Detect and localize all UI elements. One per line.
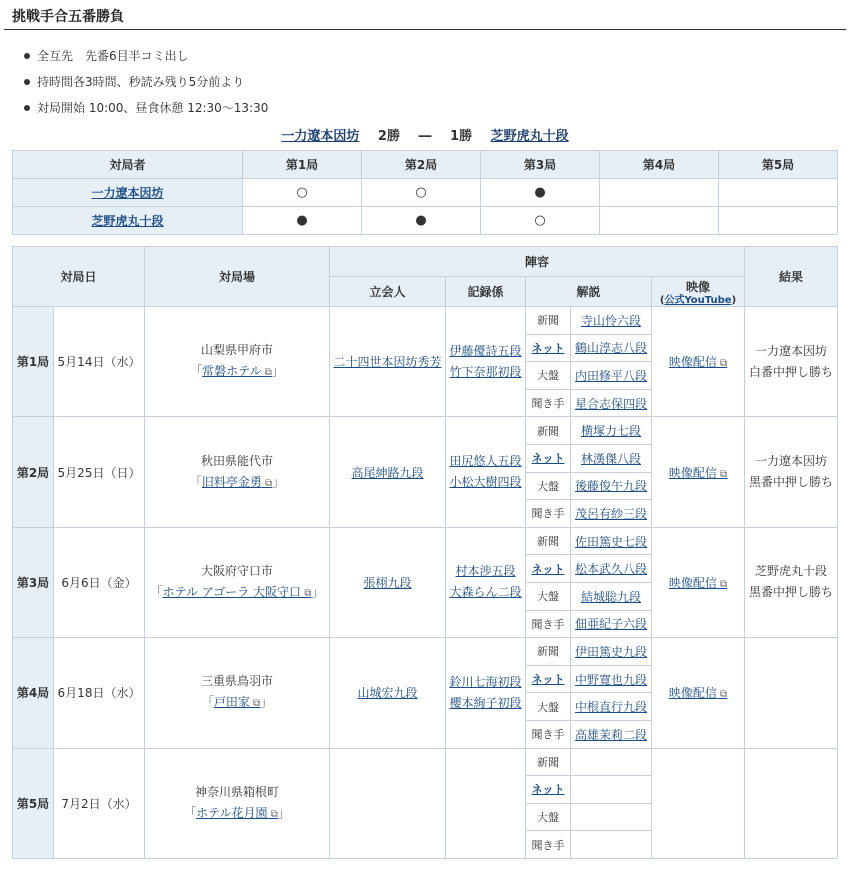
score-player1-link[interactable]: 一力遼本因坊 — [281, 129, 360, 144]
referee-link[interactable]: 高尾紳路九段 — [351, 465, 424, 480]
header-venue: 対局場 — [145, 247, 330, 307]
game-date: 7月2日（水） — [54, 748, 145, 858]
commentator-link[interactable]: 横塚力七段 — [581, 424, 642, 439]
result-cell — [745, 527, 838, 637]
category-net — [526, 555, 571, 583]
round-label: 第1局 — [13, 307, 54, 417]
venue-cell — [145, 527, 330, 637]
commentator-cell — [571, 582, 652, 610]
category-net — [526, 776, 571, 804]
recorder-link[interactable]: 小松大樹四段 — [449, 475, 522, 490]
category-newspaper: 新聞 — [526, 527, 571, 555]
recorder-link[interactable]: 大森らん二段 — [449, 585, 522, 600]
header-commentary: 解説 — [526, 277, 652, 307]
result-detail: 黒番中押し勝ち — [749, 585, 834, 600]
summary-result: ● — [243, 207, 362, 235]
category-interviewer: 聞き手 — [526, 500, 571, 528]
venue-city: 秋田県能代市 — [201, 453, 274, 468]
venue-name: 「戸田家 ⧉ 」 — [145, 692, 329, 714]
header-date: 対局日 — [13, 247, 145, 307]
round-label: 第2局 — [13, 417, 54, 527]
commentator-link[interactable]: 松本武久八段 — [575, 562, 648, 577]
referee-link[interactable]: 二十四世本因坊秀芳 — [333, 355, 442, 370]
venue-city: 神奈川県箱根町 — [195, 784, 280, 799]
commentator-cell — [571, 638, 652, 666]
venue-name: 「ホテル アゴーラ 大阪守口 ⧉ 」 — [145, 582, 329, 604]
category-net — [526, 665, 571, 693]
summary-result: ● — [362, 207, 481, 235]
commentator-link[interactable]: 佃亜紀子六段 — [575, 617, 648, 632]
venue-link[interactable]: ホテル アゴーラ 大阪守口 ⧉ — [163, 585, 312, 599]
game-date: 6月6日（金） — [54, 527, 145, 637]
header-recorder: 記録係 — [446, 277, 526, 307]
table-row — [13, 527, 838, 555]
summary-player-cell — [13, 179, 243, 207]
summary-row — [13, 207, 838, 235]
schedule-table — [12, 246, 838, 859]
summary-player1-link[interactable]: 一力遼本因坊 — [91, 186, 164, 200]
net-link[interactable]: ネット — [531, 452, 565, 466]
commentator-link[interactable]: 伊田篤史九段 — [575, 644, 648, 659]
recorder-cell — [446, 638, 526, 748]
category-net — [526, 444, 571, 472]
table-row — [13, 748, 838, 776]
commentator-cell — [571, 472, 652, 500]
score-line — [0, 126, 850, 150]
recorder-link[interactable]: 竹下奈那初段 — [449, 364, 522, 379]
recorder-link[interactable]: 田尻悠人五段 — [449, 454, 522, 469]
referee-cell — [330, 527, 446, 637]
category-newspaper: 新聞 — [526, 638, 571, 666]
category-big-board: 大盤 — [526, 582, 571, 610]
game-date: 5月14日（水） — [54, 307, 145, 417]
venue-name: 「ホテル花月園 ⧉ 」 — [145, 803, 329, 825]
commentator-cell — [571, 610, 652, 638]
official-youtube-link[interactable]: 公式YouTube — [664, 294, 732, 306]
video-cell — [652, 527, 745, 637]
table-row — [13, 638, 838, 666]
score-player2-link[interactable]: 芝野虎丸十段 — [490, 129, 569, 144]
venue-name: 「旧料亭金勇 ⧉ 」 — [145, 472, 329, 494]
category-newspaper: 新聞 — [526, 748, 571, 776]
category-big-board: 大盤 — [526, 362, 571, 390]
commentator-link[interactable]: 寺山怜六段 — [581, 313, 642, 328]
score-dash: ― — [418, 129, 432, 144]
summary-result — [600, 179, 719, 207]
summary-result: ○ — [243, 179, 362, 207]
venue-link[interactable]: 旧料亭金勇 ⧉ — [202, 475, 272, 489]
referee-cell — [330, 748, 446, 858]
result-cell — [745, 748, 838, 858]
referee-link[interactable]: 張栩九段 — [363, 575, 412, 590]
summary-result — [600, 207, 719, 235]
result-cell — [745, 307, 838, 417]
referee-cell — [330, 417, 446, 527]
venue-cell — [145, 748, 330, 858]
result-winner: 芝野虎丸十段 — [755, 564, 828, 579]
recorder-cell — [446, 527, 526, 637]
category-newspaper: 新聞 — [526, 307, 571, 335]
venue-link[interactable]: 常磐ホテル ⧉ — [202, 364, 272, 378]
venue-cell — [145, 638, 330, 748]
commentator-cell — [571, 803, 652, 831]
score-wins1: 2勝 — [377, 129, 400, 144]
info-list — [0, 43, 850, 121]
commentator-link[interactable]: 茂呂有紗三段 — [575, 506, 648, 521]
net-link[interactable]: ネット — [531, 783, 565, 797]
category-interviewer: 聞き手 — [526, 720, 571, 748]
category-interviewer: 聞き手 — [526, 610, 571, 638]
video-link[interactable]: 映像配信 ⧉ — [669, 576, 727, 590]
result-detail: 白番中押し勝ち — [749, 364, 834, 379]
summary-table — [12, 150, 838, 235]
summary-result: ○ — [481, 207, 600, 235]
venue-name: 「常磐ホテル ⧉ 」 — [145, 361, 329, 383]
venue-link[interactable]: 戸田家 ⧉ — [214, 695, 260, 709]
commentator-link[interactable]: 林漢傑八段 — [581, 451, 642, 466]
venue-link[interactable]: ホテル花月園 ⧉ — [196, 806, 278, 820]
result-detail: 黒番中押し勝ち — [749, 475, 834, 490]
result-cell — [745, 638, 838, 748]
summary-header-game3: 第3局 — [481, 151, 600, 179]
recorder-cell — [446, 417, 526, 527]
video-cell — [652, 307, 745, 417]
venue-cell — [145, 417, 330, 527]
referee-cell — [330, 307, 446, 417]
commentator-cell — [571, 527, 652, 555]
referee-link[interactable]: 山城宏九段 — [357, 686, 418, 701]
header-referee: 立会人 — [330, 277, 446, 307]
summary-result: ● — [481, 179, 600, 207]
video-link[interactable]: 映像配信 ⧉ — [669, 686, 727, 700]
video-link[interactable]: 映像配信 ⧉ — [669, 466, 727, 480]
category-big-board: 大盤 — [526, 803, 571, 831]
commentator-cell — [571, 720, 652, 748]
header-video-sub: (公式YouTube) — [659, 294, 737, 306]
summary-row — [13, 179, 838, 207]
commentator-link[interactable]: 内田修平八段 — [575, 368, 648, 383]
info-item-start: 対局開始 10:00、昼食休憩 12:30～13:30 — [24, 95, 850, 121]
result-cell — [745, 417, 838, 527]
summary-player2-link[interactable]: 芝野虎丸十段 — [91, 214, 164, 228]
game-date: 5月25日（日） — [54, 417, 145, 527]
commentator-link[interactable]: 鶴山淳志八段 — [575, 341, 648, 356]
commentator-cell — [571, 500, 652, 528]
summary-result — [719, 179, 838, 207]
info-item-time: 持時間各3時間、秒読み残り5分前より — [24, 69, 850, 95]
recorder-link[interactable]: 鈴川七海初段 — [449, 674, 522, 689]
category-newspaper: 新聞 — [526, 417, 571, 445]
header-result: 結果 — [745, 247, 838, 307]
venue-city: 三重県鳥羽市 — [201, 674, 274, 689]
score-wins2: 1勝 — [450, 129, 473, 144]
summary-header-player: 対局者 — [13, 151, 243, 179]
venue-city: 大阪府守口市 — [201, 563, 274, 578]
commentator-cell — [571, 389, 652, 417]
game-date: 6月18日（水） — [54, 638, 145, 748]
page-title: 挑戦手合五番勝負 — [4, 0, 846, 30]
net-link[interactable]: ネット — [531, 562, 565, 576]
commentator-cell — [571, 776, 652, 804]
category-interviewer: 聞き手 — [526, 389, 571, 417]
commentator-link[interactable]: 後藤俊午九段 — [575, 479, 648, 494]
recorder-cell — [446, 307, 526, 417]
commentator-link[interactable]: 中野寛也九段 — [575, 672, 648, 687]
video-cell — [652, 748, 745, 858]
commentator-cell — [571, 334, 652, 362]
commentator-cell — [571, 748, 652, 776]
category-interviewer: 聞き手 — [526, 831, 571, 859]
video-link[interactable]: 映像配信 ⧉ — [669, 355, 727, 369]
result-winner: 一力遼本因坊 — [755, 343, 828, 358]
summary-header-game2: 第2局 — [362, 151, 481, 179]
referee-cell — [330, 638, 446, 748]
commentator-link[interactable]: 高雄茉莉二段 — [575, 727, 648, 742]
header-video — [652, 277, 745, 307]
summary-result — [719, 207, 838, 235]
table-row — [13, 307, 838, 335]
category-big-board: 大盤 — [526, 693, 571, 721]
recorder-link[interactable]: 伊藤優詩五段 — [449, 343, 522, 358]
info-item-komi: 全互先 先番6目半コミ出し — [24, 43, 850, 69]
commentator-cell — [571, 693, 652, 721]
round-label: 第4局 — [13, 638, 54, 748]
round-label: 第3局 — [13, 527, 54, 637]
recorder-cell — [446, 748, 526, 858]
commentator-cell — [571, 362, 652, 390]
header-video-label: 映像 — [686, 279, 711, 294]
category-net — [526, 334, 571, 362]
recorder-link[interactable]: 村本渉五段 — [455, 564, 516, 579]
summary-player-cell — [13, 207, 243, 235]
venue-city: 山梨県甲府市 — [201, 343, 274, 358]
summary-header-game1: 第1局 — [243, 151, 362, 179]
video-cell — [652, 417, 745, 527]
commentator-cell — [571, 307, 652, 335]
recorder-link[interactable]: 櫻本絢子初段 — [449, 695, 522, 710]
summary-header-game4: 第4局 — [600, 151, 719, 179]
table-row — [13, 417, 838, 445]
result-winner: 一力遼本因坊 — [755, 454, 828, 469]
round-label: 第5局 — [13, 748, 54, 858]
venue-cell — [145, 307, 330, 417]
summary-result: ○ — [362, 179, 481, 207]
commentator-cell — [571, 417, 652, 445]
commentator-cell — [571, 665, 652, 693]
commentator-cell — [571, 555, 652, 583]
commentator-link[interactable]: 佐田篤史七段 — [575, 534, 648, 549]
commentator-link[interactable]: 結城聡九段 — [581, 589, 642, 604]
commentator-link[interactable]: 星合志保四段 — [575, 396, 648, 411]
category-big-board: 大盤 — [526, 472, 571, 500]
header-staff: 陣容 — [330, 247, 745, 277]
commentator-link[interactable]: 中根直行九段 — [575, 700, 648, 715]
commentator-cell — [571, 831, 652, 859]
summary-header-game5: 第5局 — [719, 151, 838, 179]
net-link[interactable]: ネット — [531, 341, 565, 355]
commentator-cell — [571, 444, 652, 472]
video-cell — [652, 638, 745, 748]
net-link[interactable]: ネット — [531, 673, 565, 687]
